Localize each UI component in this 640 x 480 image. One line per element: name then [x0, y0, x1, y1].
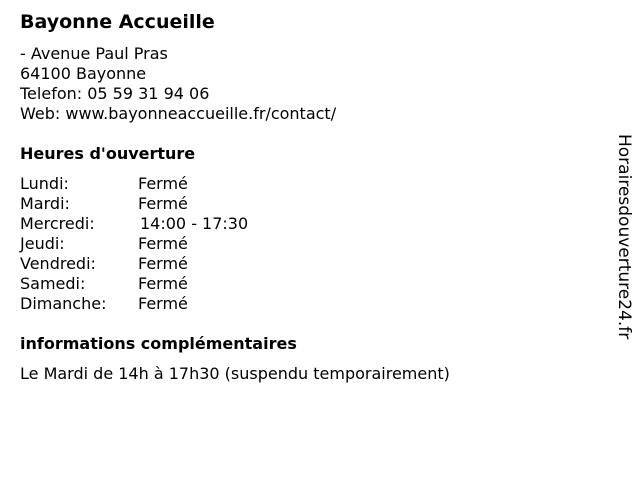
hours-day: Dimanche:: [20, 294, 107, 313]
hours-time: Fermé: [138, 254, 188, 273]
website: Web: www.bayonneaccueille.fr/contact/: [20, 104, 337, 123]
hours-row-saturday: [20, 274, 320, 294]
hours-time: Fermé: [138, 274, 188, 293]
hours-time: Fermé: [138, 234, 188, 253]
business-name: Bayonne Accueille: [20, 11, 215, 33]
hours-row-tuesday: [20, 194, 320, 214]
phone-number: Telefon: 05 59 31 94 06: [20, 84, 210, 103]
hours-day: Mercredi:: [20, 214, 95, 233]
hours-time: Fermé: [138, 174, 188, 193]
opening-hours-table: [20, 174, 320, 314]
hours-day: Vendredi:: [20, 254, 96, 273]
site-watermark: Horairesdouverture24.fr: [614, 134, 634, 340]
additional-info-text: Le Mardi de 14h à 17h30 (suspendu temporairement): [20, 364, 450, 383]
hours-day: Mardi:: [20, 194, 70, 213]
hours-row-friday: [20, 254, 320, 274]
hours-day: Jeudi:: [20, 234, 65, 253]
opening-hours-heading: Heures d'ouverture: [20, 144, 196, 163]
address-city: 64100 Bayonne: [20, 64, 147, 83]
hours-time: Fermé: [138, 194, 188, 213]
additional-info-heading: informations complémentaires: [20, 334, 297, 353]
address-street: - Avenue Paul Pras: [20, 44, 168, 63]
hours-row-monday: [20, 174, 320, 194]
business-address: [20, 44, 336, 124]
hours-row-wednesday: [20, 214, 320, 234]
hours-day: Lundi:: [20, 174, 69, 193]
hours-day: Samedi:: [20, 274, 86, 293]
hours-time: Fermé: [138, 294, 188, 313]
hours-row-sunday: [20, 294, 320, 314]
hours-time: 14:00 - 17:30: [140, 214, 249, 233]
hours-row-thursday: [20, 234, 320, 254]
